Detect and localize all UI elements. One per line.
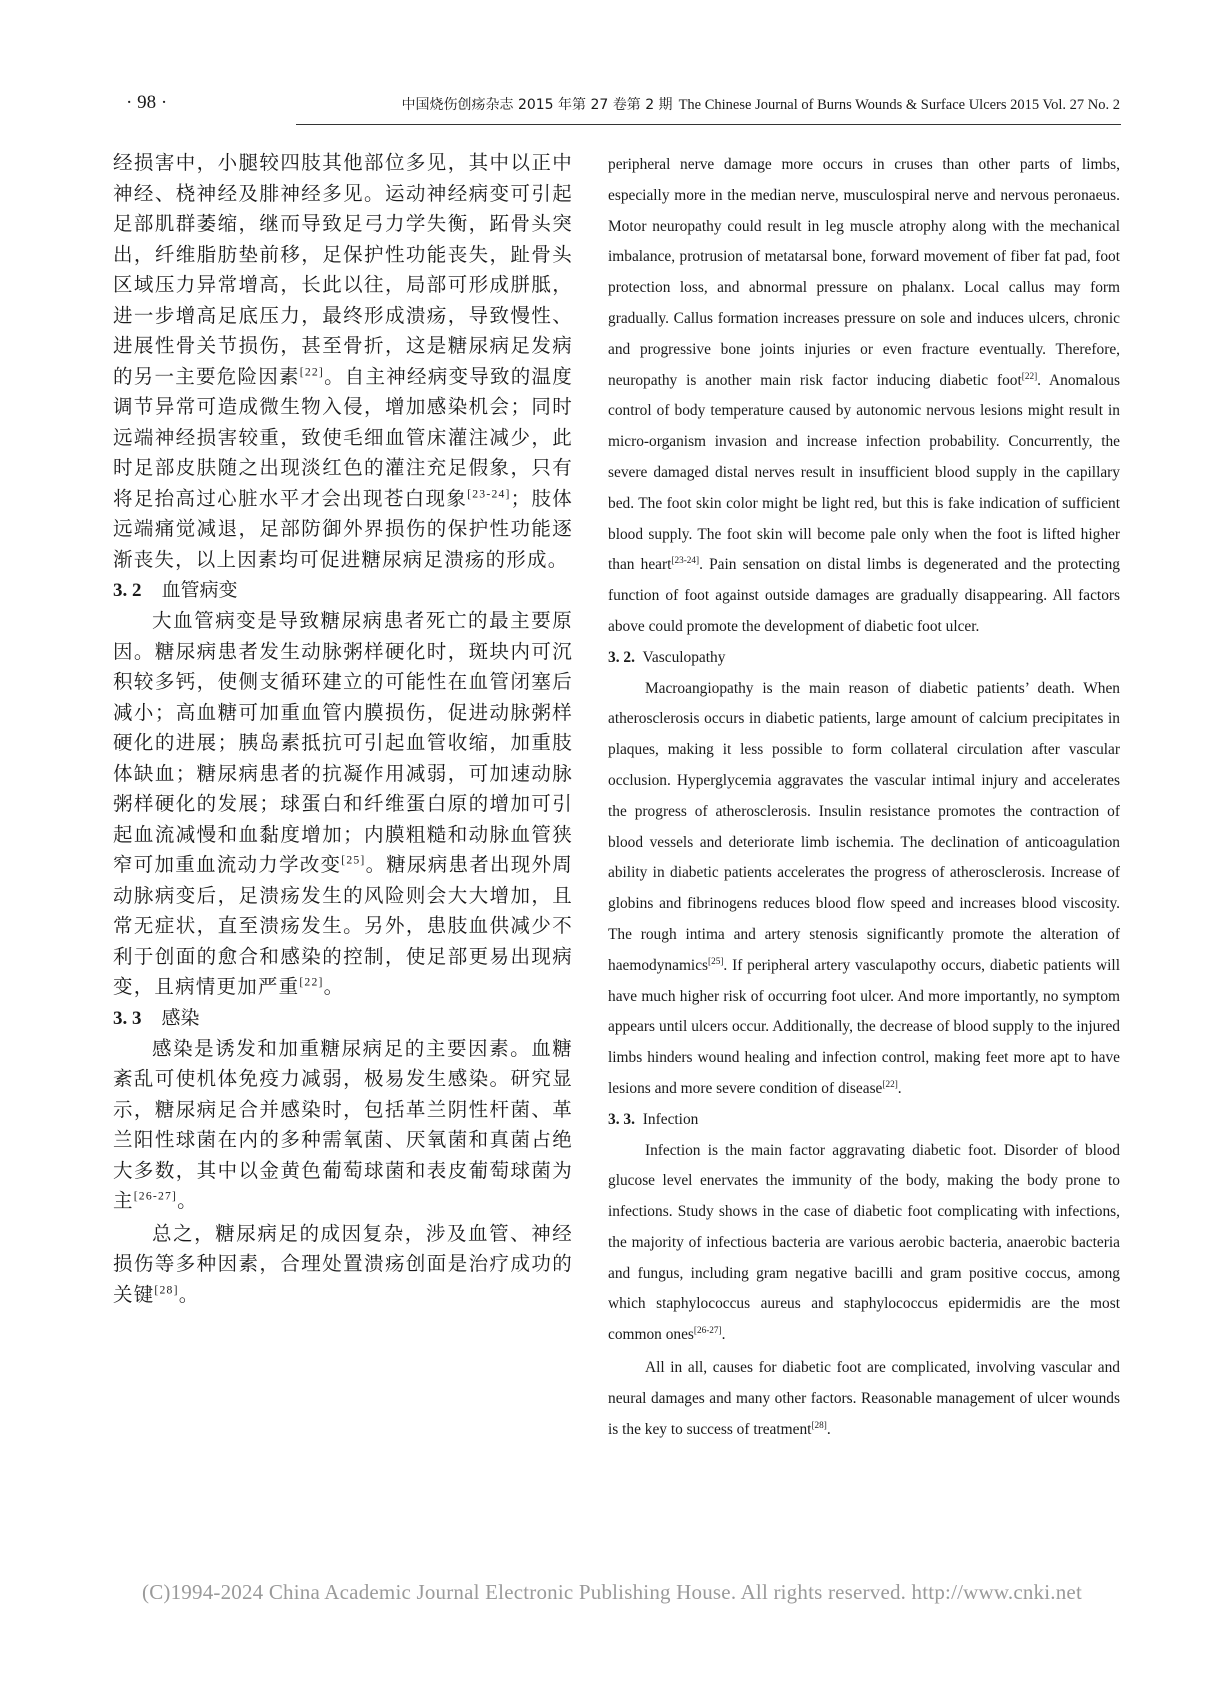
cn-paragraph-vasculopathy: 大血管病变是导致糖尿病患者死亡的最主要原因。糖尿病患者发生动脉粥样硬化时，斑块内可沉积较多钙，使侧支循环建立的可能性在血管闭塞后减小；高血糖可加重血管内膜损伤，促进动脉粥样硬化的进展；胰岛素抵抗可引起血管收缩，加重肢体缺血；糖尿病患者的抗凝作用减弱，可加速动脉粥样硬化的发展；球蛋白和纤维蛋白原的增加可引起血流减慢和血黏度增加；内膜粗糙和动脉血管狭窄可加重血流动力学改变[25]。糖尿病患者出现外周动脉病变后，足溃疡发生的风险则会大大增加，且常无症状，直至溃疡发生。另外，患肢血供减少不利于创面的愈合和感染的控制，使足部更易出现病变，且病情更加严重[22]。 bbox=[113, 609, 573, 998]
citation: [22] bbox=[299, 975, 324, 989]
citation: [25] bbox=[341, 853, 366, 867]
cn-section-heading-3-3: 3. 3 感染 bbox=[113, 1006, 200, 1029]
header-rule bbox=[296, 124, 1121, 125]
citation: [22] bbox=[299, 364, 325, 378]
page-number: · 98 · bbox=[126, 92, 168, 113]
cn-paragraph-neuropathy: 经损害中，小腿较四肢其他部位多见，其中以正中神经、桡神经及腓神经多见。运动神经病变可引起足部肌群萎缩，继而导致足弓力学失衡，跖骨头突出，纤维脂肪垫前移，足保护性功能丧失，趾骨头区域压力异常增高，长此以往，局部可形成胼胝，进一步增高足底压力，最终形成溃疡，导致慢性、进展性骨关节损伤，甚至骨折，这是糖尿病足发病的另一主要危险因素[22]。自主神经病变导致的温度调节异常可造成微生物入侵，增加感染机会；同时远端神经损害较重，致使毛细血管床灌注减少，此时足部皮肤随之出现淡红色的灌注充足假象，只有将足抬高过心脏水平才会出现苍白现象[23-24]；肢体远端痛觉减退，足部防御外界损伤的保护性功能逐渐丧失，以上因素均可促进糖尿病足溃疡的形成。 bbox=[113, 151, 573, 571]
running-header bbox=[120, 92, 1120, 122]
citation: [23-24] bbox=[671, 555, 700, 566]
citation: [22] bbox=[882, 1078, 898, 1089]
cn-section-heading-3-2: 3. 2 血管病变 bbox=[113, 579, 238, 601]
en-section-heading-3-3: 3. 3. Infection bbox=[608, 1110, 699, 1128]
en-paragraph-infection: Infection is the main factor aggravating diabetic foot. Disorder of blood glucose level enervates the immunity of the body, making the body prone to infections. Study shows in the case of diabetic foot complicating with infections, the majority of infectious bacteria are various aerobic bacteria, anaerobic bacteria and fungus, including gram negative bacilli and gram positive coccus, among which staphylococcus aureus and staphylococcus epidermidis are the most common ones[26-27]. bbox=[608, 1141, 1120, 1344]
en-paragraph-neuropathy: peripheral nerve damage more occurs in cruses than other parts of limbs, especially more in the median nerve, musculospiral nerve and nervous peronaeus. Motor neuropathy could result in leg muscle atrophy along with the mechanical imbalance, protrusion of metatarsal bone, forward movement of fiber fat pad, foot protection loss, and abnormal pressure on phalanx. Local callus may form gradually. Callus formation increases pressure on sole and induces ulcers, chronic and progressive bone joints injuries or even fracture eventually. Therefore, neuropathy is another main risk factor inducing diabetic foot[22]. Anomalous control of body temperature caused by autonomic nervous lesions might result in micro-organism invasion and increase infection probability. Concurrently, the severe damaged distal nerves result in insufficient blood supply in the capillary bed. The foot skin color might be light red, but this is fake indication of sufficient blood supply. The foot skin will become pale only when the foot is lifted higher than heart[23-24]. Pain sensation on distal limbs is degenerated and the protecting function of foot against outside damages are gradually disappearing. All factors above could promote the development of diabetic foot ulcer. bbox=[608, 156, 1120, 635]
citation: [25] bbox=[708, 955, 724, 966]
chinese-column bbox=[113, 148, 573, 1310]
citation: [28] bbox=[811, 1419, 827, 1430]
journal-title bbox=[402, 94, 1121, 114]
journal-title-en: The Chinese Journal of Burns Wounds & Surface Ulcers 2015 Vol. 27 No. 2 bbox=[678, 97, 1120, 113]
en-section-heading-3-2: 3. 2. Vasculopathy bbox=[608, 648, 726, 666]
journal-title-cn: 中国烧伤创疡杂志 2015 年第 27 卷第 2 期 bbox=[401, 97, 673, 113]
copyright-footer: (C)1994-2024 China Academic Journal Electronic Publishing House. All rights reserved. http://www.cnki.net bbox=[142, 1580, 1082, 1604]
english-column bbox=[608, 150, 1120, 1445]
cn-paragraph-summary: 总之，糖尿病足的成因复杂，涉及血管、神经损伤等多种因素，合理处置溃疡创面是治疗成功的关键[28]。 bbox=[113, 1221, 573, 1306]
en-paragraph-summary: All in all, causes for diabetic foot are complicated, involving vascular and neural damages and many other factors. Reasonable management of ulcer wounds is the key to success of treatment[28]. bbox=[608, 1359, 1120, 1438]
citation: [23-24] bbox=[467, 486, 511, 500]
citation: [22] bbox=[1021, 370, 1038, 381]
en-paragraph-vasculopathy: Macroangiopathy is the main reason of diabetic patients’ death. When atherosclerosis occurs in diabetic patients, large amount of calcium precipitates in plaques, making it less possible to form collateral circulation after vascular occlusion. Hyperglycemia aggravates the vascular intimal injury and accelerates the progress of atherosclerosis. Insulin resistance promotes the contraction of blood vessels and deteriorate limb ischemia. The declination of anticoagulation ability in diabetic patients accelerates the progress of atherosclerosis. Increase of globins and fibrinogens reduces blood flow speed and increases blood viscosity. The rough intima and artery stenosis significantly promote the alteration of haemodynamics[25]. If peripheral artery vasculapothy occurs, diabetic patients will have much higher risk of occurring foot ulcer. And more importantly, no symptom appears until ulcers occur. Additionally, the decrease of blood supply to the injured limbs hinders wound healing and infection control, making feet more apt to have lesions and more severe condition of disease[22]. bbox=[608, 679, 1120, 1097]
citation: [28] bbox=[154, 1282, 179, 1296]
cn-paragraph-infection: 感染是诱发和加重糖尿病足的主要因素。血糖紊乱可使机体免疫力减弱，极易发生感染。研究显示，糖尿病足合并感染时，包括革兰阴性杆菌、革兰阳性球菌在内的多种需氧菌、厌氧菌和真菌占绝大多数，其中以金黄色葡萄球菌和表皮葡萄球菌为主[26-27]。 bbox=[113, 1036, 573, 1212]
citation: [26-27] bbox=[693, 1325, 722, 1336]
citation: [26-27] bbox=[133, 1189, 178, 1203]
